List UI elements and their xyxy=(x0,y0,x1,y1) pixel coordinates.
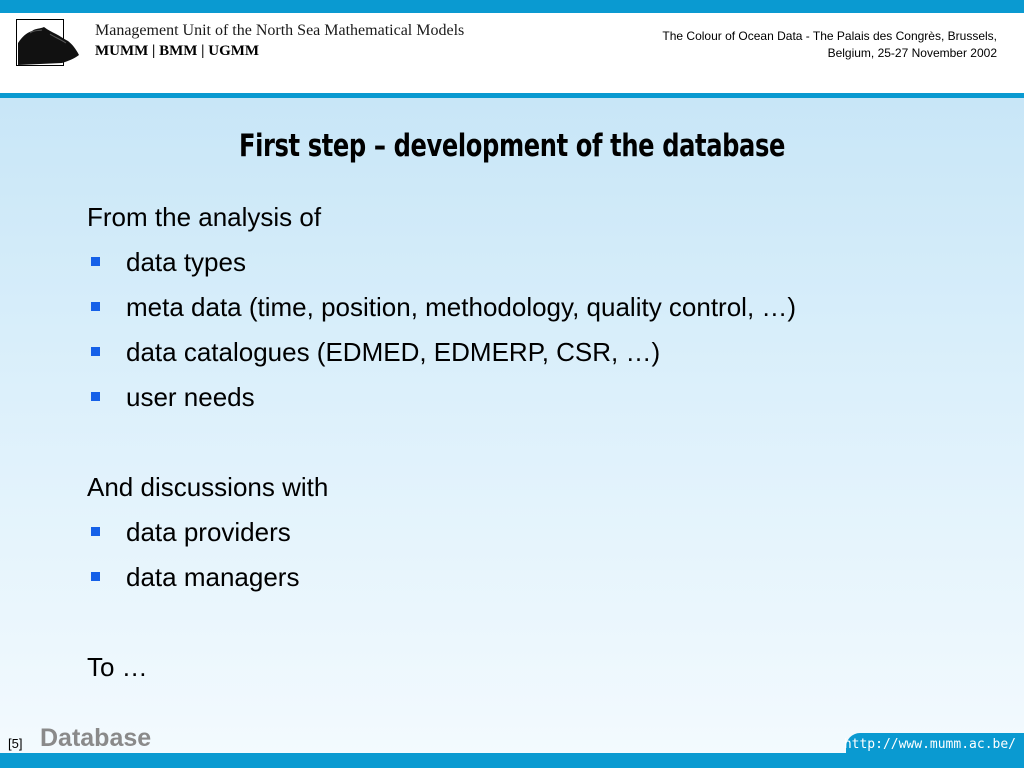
bullet-item xyxy=(87,334,796,379)
bullet-item xyxy=(87,514,796,559)
bullet-square-icon xyxy=(91,527,100,536)
slide-title: First step – development of the database xyxy=(238,128,786,164)
organization-name: Management Unit of the North Sea Mathematical Models xyxy=(95,22,465,39)
intro-analysis: From the analysis of xyxy=(87,202,322,232)
bullet-item xyxy=(87,289,796,334)
bullet-text: data providers xyxy=(126,517,291,547)
organization-acronyms: MUMM | BMM | UGMM xyxy=(95,43,260,59)
bullet-text: data types xyxy=(126,247,246,277)
spacer xyxy=(87,424,796,469)
website-link[interactable]: http://www.mumm.ac.be/ xyxy=(843,737,1016,752)
north-sea-map-logo xyxy=(16,19,80,66)
conference-info-line1: The Colour of Ocean Data - The Palais des Congrès, Brussels, xyxy=(662,29,997,43)
bullet-square-icon xyxy=(91,347,100,356)
slide-content xyxy=(87,199,796,694)
section-title: Database xyxy=(40,724,152,752)
conference-info xyxy=(577,28,997,62)
page-number: [5] xyxy=(8,736,23,751)
intro-discussions: And discussions with xyxy=(87,472,329,502)
top-accent-bar xyxy=(0,0,1024,13)
bullet-square-icon xyxy=(91,302,100,311)
bullet-text: user needs xyxy=(126,382,255,412)
bullet-square-icon xyxy=(91,392,100,401)
bullet-item xyxy=(87,379,796,424)
bullet-text: data catalogues (EDMED, EDMERP, CSR, …) xyxy=(126,337,661,367)
bullet-item xyxy=(87,559,796,604)
spacer xyxy=(87,604,796,649)
closing-text: To … xyxy=(87,652,148,682)
bullet-text: meta data (time, position, methodology, quality control, …) xyxy=(126,292,797,322)
conference-info-line2: Belgium, 25-27 November 2002 xyxy=(827,46,997,60)
bullet-square-icon xyxy=(91,257,100,266)
bullet-item xyxy=(87,244,796,289)
bullet-square-icon xyxy=(91,572,100,581)
bullet-text: data managers xyxy=(126,562,300,592)
